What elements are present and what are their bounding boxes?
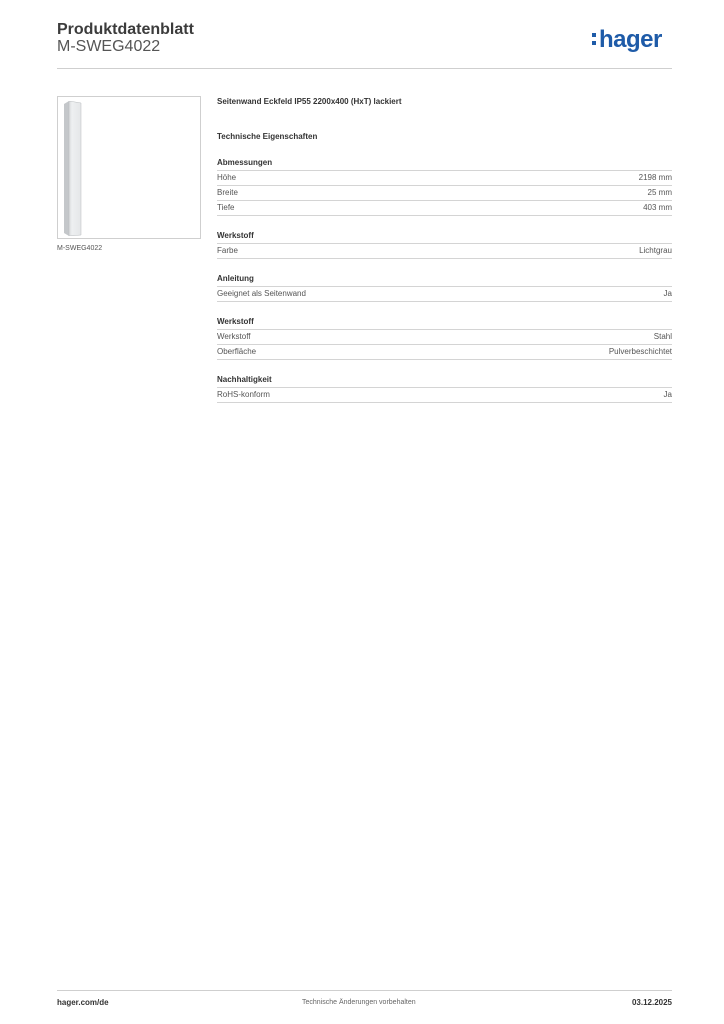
footer-divider bbox=[57, 990, 672, 991]
article-number: M-SWEG4022 bbox=[57, 38, 161, 55]
spec-label: Tiefe bbox=[217, 203, 235, 212]
spec-row bbox=[217, 170, 672, 185]
footer-website: hager.com/de bbox=[57, 998, 109, 1007]
spec-label: Höhe bbox=[217, 173, 237, 182]
spec-group-title: Werkstoff bbox=[217, 231, 254, 240]
spec-value: Stahl bbox=[653, 332, 672, 341]
spec-value: Ja bbox=[663, 390, 672, 399]
spec-row bbox=[217, 243, 672, 259]
spec-group-title: Abmessungen bbox=[217, 158, 273, 167]
spec-row bbox=[217, 329, 672, 344]
spec-group bbox=[217, 316, 672, 360]
spec-group-title: Nachhaltigkeit bbox=[217, 375, 272, 384]
spec-group-title: Anleitung bbox=[217, 274, 254, 283]
footer-notice: Technische Änderungen vorbehalten bbox=[302, 999, 416, 1006]
spec-value: 25 mm bbox=[647, 188, 672, 197]
spec-label: RoHS-konform bbox=[217, 390, 270, 399]
spec-value: Pulverbeschichtet bbox=[608, 347, 672, 356]
spec-group-title: Werkstoff bbox=[217, 317, 254, 326]
product-description: Seitenwand Eckfeld IP55 2200x400 (HxT) lackiert bbox=[217, 97, 402, 106]
side-panel-image bbox=[62, 101, 82, 236]
spec-group bbox=[217, 273, 672, 302]
header-divider bbox=[57, 68, 672, 69]
document-title: Produktdatenblatt bbox=[57, 21, 194, 38]
spec-group bbox=[217, 374, 672, 403]
hager-logo bbox=[592, 26, 662, 54]
spec-label: Breite bbox=[217, 188, 238, 197]
specifications-section bbox=[217, 96, 672, 403]
image-caption: M-SWEG4022 bbox=[57, 245, 103, 252]
spec-value: 403 mm bbox=[643, 203, 672, 212]
spec-row bbox=[217, 185, 672, 200]
spec-label: Geeignet als Seitenwand bbox=[217, 289, 306, 298]
logo-dots-icon bbox=[592, 26, 597, 45]
spec-label: Oberfläche bbox=[217, 347, 257, 356]
spec-label: Farbe bbox=[217, 246, 238, 255]
spec-groups bbox=[217, 157, 672, 403]
spec-row bbox=[217, 200, 672, 216]
spec-value: 2198 mm bbox=[638, 173, 672, 182]
spec-value: Ja bbox=[663, 289, 672, 298]
logo-text: hager bbox=[599, 26, 662, 53]
spec-row bbox=[217, 286, 672, 302]
spec-group bbox=[217, 157, 672, 216]
spec-row bbox=[217, 387, 672, 403]
spec-group bbox=[217, 230, 672, 259]
spec-label: Werkstoff bbox=[217, 332, 251, 341]
footer-date: 03.12.2025 bbox=[631, 998, 672, 1007]
spec-value: Lichtgrau bbox=[639, 246, 672, 255]
technical-properties-heading: Technische Eigenschaften bbox=[217, 132, 318, 141]
spec-row bbox=[217, 344, 672, 360]
